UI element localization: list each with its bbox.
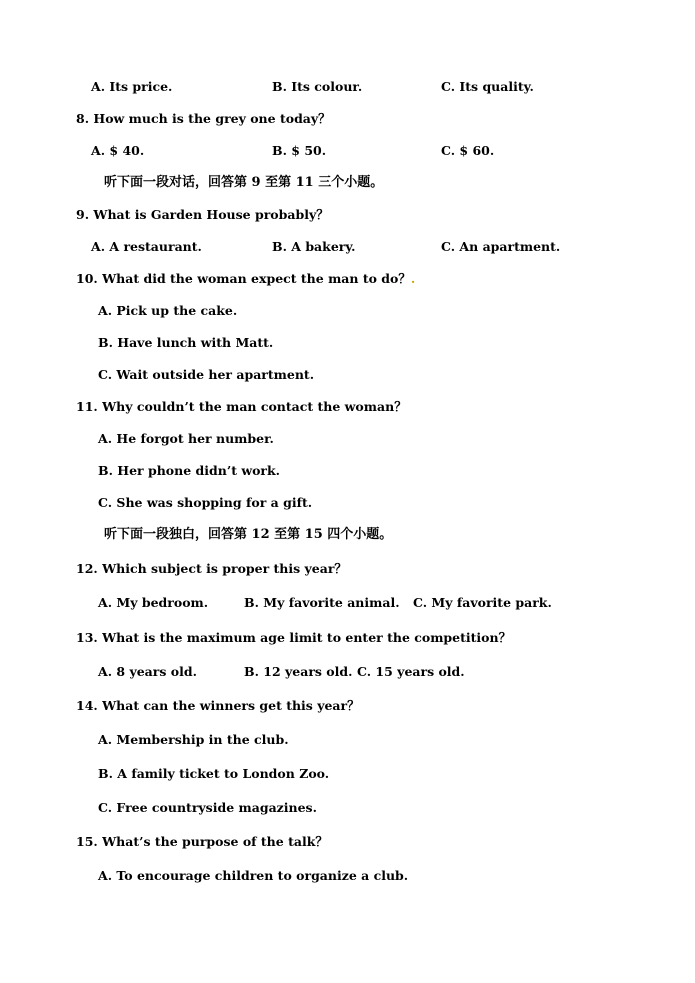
q11-option-a: A. He forgot her number. — [98, 431, 274, 446]
q11-option-b: B. Her phone didn’t work. — [98, 463, 281, 478]
section-instruction-dialogue: 听下面一段对话，回答第 9 至第 11 三个小题。 — [104, 175, 384, 190]
q10-option-b: B. Have lunch with Matt. — [98, 335, 274, 350]
q14-option-b: B. A family ticket to London Zoo. — [98, 766, 330, 781]
q14-option-a: A. Membership in the club. — [98, 732, 289, 747]
q13-option-c: C. 15 years old. — [357, 664, 465, 679]
q10-question: 10. What did the woman expect the man to do？ — [76, 271, 411, 286]
q14-question: 14. What can the winners get this year？ — [76, 698, 360, 713]
q7-option-c: C. Its quality. — [441, 79, 534, 94]
q9-option-b: B. A bakery. — [272, 239, 356, 254]
q11-question: 11. Why couldn’t the man contact the woman？ — [76, 399, 407, 414]
q7-option-b: B. Its colour. — [272, 79, 363, 94]
q13-question: 13. What is the maximum age limit to enter the competition？ — [76, 630, 512, 645]
q10-option-a: A. Pick up the cake. — [98, 303, 238, 318]
q8-question: 8. How much is the grey one today？ — [76, 111, 331, 126]
q10-question-line — [76, 271, 415, 287]
q7-option-a: A. Its price. — [91, 79, 173, 94]
q9-option-a: A. A restaurant. — [91, 239, 202, 254]
q15-question: 15. What’s the purpose of the talk？ — [76, 834, 328, 849]
q12-question: 12. Which subject is proper this year？ — [76, 561, 347, 576]
q8-option-a: A. $ 40. — [91, 143, 145, 158]
q15-option-a: A. To encourage children to organize a club. — [98, 868, 409, 883]
q10-option-c: C. Wait outside her apartment. — [98, 367, 315, 382]
q12-option-b: B. My favorite animal. — [244, 595, 400, 610]
q12-option-a: A. My bedroom. — [98, 595, 209, 610]
stray-mark: . — [410, 271, 416, 286]
q14-option-c: C. Free countryside magazines. — [98, 800, 317, 815]
q8-option-c: C. $ 60. — [441, 143, 495, 158]
section-instruction-monologue: 听下面一段独白，回答第 12 至第 15 四个小题。 — [104, 527, 393, 542]
q9-option-c: C. An apartment. — [441, 239, 561, 254]
q13-option-a: A. 8 years old. — [98, 664, 197, 679]
q8-option-b: B. $ 50. — [272, 143, 327, 158]
q9-question: 9. What is Garden House probably？ — [76, 207, 329, 222]
q12-option-c: C. My favorite park. — [413, 595, 552, 610]
q11-option-c: C. She was shopping for a gift. — [98, 495, 313, 510]
q13-option-b: B. 12 years old. — [244, 664, 353, 679]
